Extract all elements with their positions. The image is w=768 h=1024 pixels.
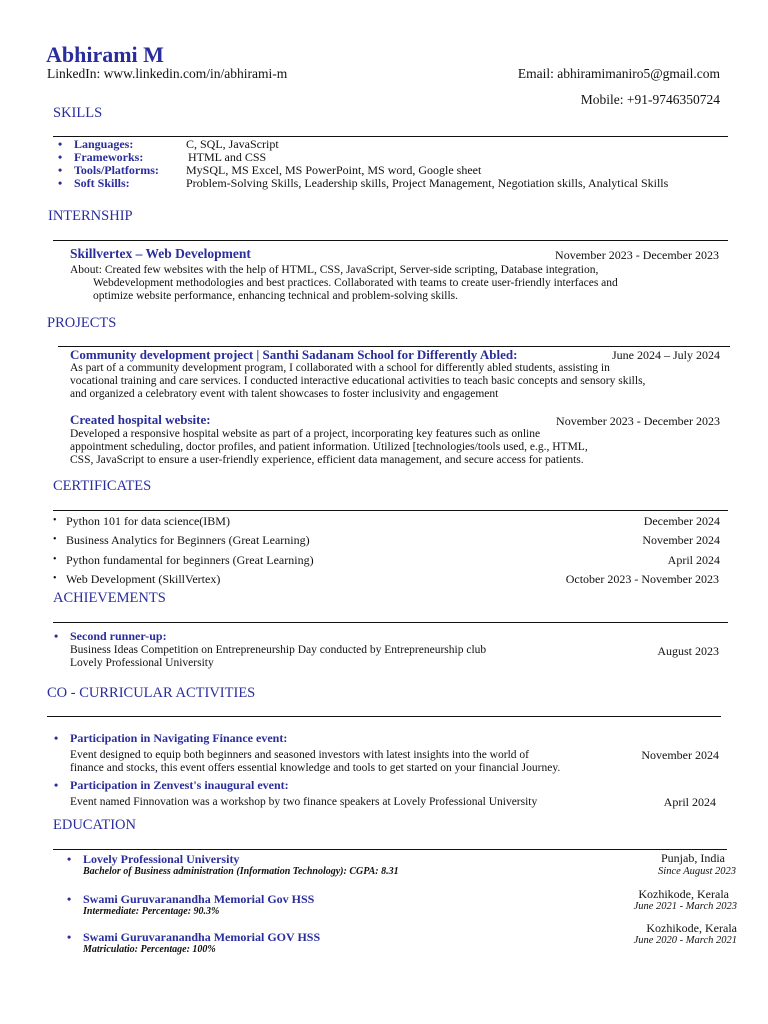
education-detail: Intermediate: Percentage: 90.3% (83, 906, 220, 917)
section-divider (53, 240, 728, 241)
education-location: Kozhikode, Kerala (638, 887, 729, 901)
education-school: • Swami Guruvaranandha Memorial Gov HSS (83, 892, 314, 907)
section-divider (53, 622, 728, 623)
section-title-skills: SKILLS (53, 105, 103, 121)
project-description: CSS, JavaScript to ensure a user-friendly experience, efficient data management, and secure access for patients. (70, 454, 584, 466)
certificate-date: December 2024 (643, 514, 720, 528)
section-divider (53, 136, 728, 137)
certificate-date: November 2024 (642, 533, 720, 547)
education-location: Kozhikode, Kerala (646, 921, 737, 935)
certificate-name: • Python 101 for data science(IBM) (66, 514, 230, 529)
certificate-name: • Business Analytics for Beginners (Great Learning) (66, 533, 310, 548)
activity-date: November 2024 (641, 748, 719, 762)
achievement-description: Lovely Professional University (70, 657, 214, 669)
education-date: June 2021 - March 2023 (633, 901, 737, 912)
section-divider (53, 849, 727, 850)
activity-description: Event designed to equip both beginners and seasoned investors with latest insights into the world of (70, 749, 529, 761)
education-location: Punjab, India (661, 851, 725, 865)
project-description: vocational training and care services. I conducted interactive educational activities to teach basic concepts and sensory skills, (70, 375, 646, 387)
section-title-internship: INTERNSHIP (48, 208, 133, 224)
activity-description: finance and stocks, this event offers essential knowledge and tools to get started on your financial Journey. (70, 762, 561, 774)
education-date: June 2020 - March 2021 (633, 935, 737, 946)
mobile-number: Mobile: +91-9746350724 (580, 92, 720, 107)
skill-label: • Frameworks: (74, 150, 143, 165)
certificate-date: April 2024 (667, 553, 720, 567)
internship-role: Skillvertex – Web Development (70, 246, 251, 261)
project-name: Community development project | Santhi Sadanam School for Differently Abled: (70, 347, 518, 362)
certificate-name: • Web Development (SkillVertex) (66, 572, 220, 587)
skill-value: C, SQL, JavaScript (186, 137, 279, 151)
activity-heading: • Participation in Zenvest's inaugural event: (70, 778, 289, 793)
education-detail: Bachelor of Business administration (Information Technology): CGPA: 8.31 (83, 866, 399, 877)
education-school: • Lovely Professional University (83, 852, 239, 867)
project-description: Developed a responsive hospital website as part of a project, incorporating key features such as online (70, 428, 541, 440)
internship-description: Webdevelopment methodologies and best practices. Collaborated with teams to create user-friendly interfaces and (93, 277, 618, 289)
project-description: As part of a community development program, I collaborated with a school for differently abled students, assisting in (70, 362, 610, 374)
skill-label: • Tools/Platforms: (74, 163, 159, 178)
project-date: November 2023 - December 2023 (556, 414, 720, 428)
activity-date: April 2024 (663, 795, 716, 809)
activity-description: Event named Finnovation was a workshop by two finance speakers at Lovely Professional University (70, 796, 538, 808)
education-school: • Swami Guruvaranandha Memorial GOV HSS (83, 930, 320, 945)
skill-label: • Soft Skills: (74, 176, 130, 191)
email-link[interactable]: Email: abhiramimaniro5@gmail.com (517, 66, 720, 81)
certificate-date: October 2023 - November 2023 (565, 572, 719, 586)
skill-value: MySQL, MS Excel, MS PowerPoint, MS word, Google sheet (186, 163, 482, 177)
section-divider (47, 716, 721, 717)
section-title-education: EDUCATION (53, 817, 136, 833)
candidate-name: Abhirami M (46, 42, 164, 67)
certificate-name: • Python fundamental for beginners (Great Learning) (66, 553, 314, 568)
achievement-date: August 2023 (657, 644, 719, 658)
section-title-projects: PROJECTS (47, 315, 117, 331)
achievement-description: Business Ideas Competition on Entrepreneurship Day conducted by Entrepreneurship club (70, 644, 487, 656)
education-detail: Matriculatio: Percentage: 100% (83, 944, 216, 955)
project-description: appointment scheduling, doctor profiles, and patient information. Utilized [technologies/tools used, e.g., HTML, (70, 441, 588, 453)
activity-heading: • Participation in Navigating Finance event: (70, 731, 287, 746)
project-description: and organized a celebratory event with talent showcases to foster inclusivity and engagement (70, 388, 499, 400)
achievement-heading: • Second runner-up: (70, 629, 167, 644)
skill-value: Problem-Solving Skills, Leadership skills, Project Management, Negotiation skills, Analytical Skills (186, 176, 669, 190)
section-divider (53, 510, 728, 511)
internship-description: About: Created few websites with the help of HTML, CSS, JavaScript, Server-side scripting, Database integration, (70, 264, 599, 276)
internship-description: optimize website performance, enhancing technical and problem-solving skills. (93, 290, 459, 302)
internship-date: November 2023 - December 2023 (555, 248, 719, 262)
section-title-cocurricular: CO - CURRICULAR ACTIVITIES (47, 685, 256, 701)
skill-label: • Languages: (74, 137, 133, 152)
linkedin-link[interactable]: LinkedIn: www.linkedin.com/in/abhirami-m (47, 66, 288, 81)
education-date: Since August 2023 (658, 866, 736, 877)
section-title-achievements: ACHIEVEMENTS (53, 590, 166, 606)
project-date: June 2024 – July 2024 (612, 348, 720, 362)
skill-value: HTML and CSS (188, 150, 267, 164)
project-name: Created hospital website: (70, 412, 211, 427)
section-title-certificates: CERTIFICATES (53, 478, 152, 494)
